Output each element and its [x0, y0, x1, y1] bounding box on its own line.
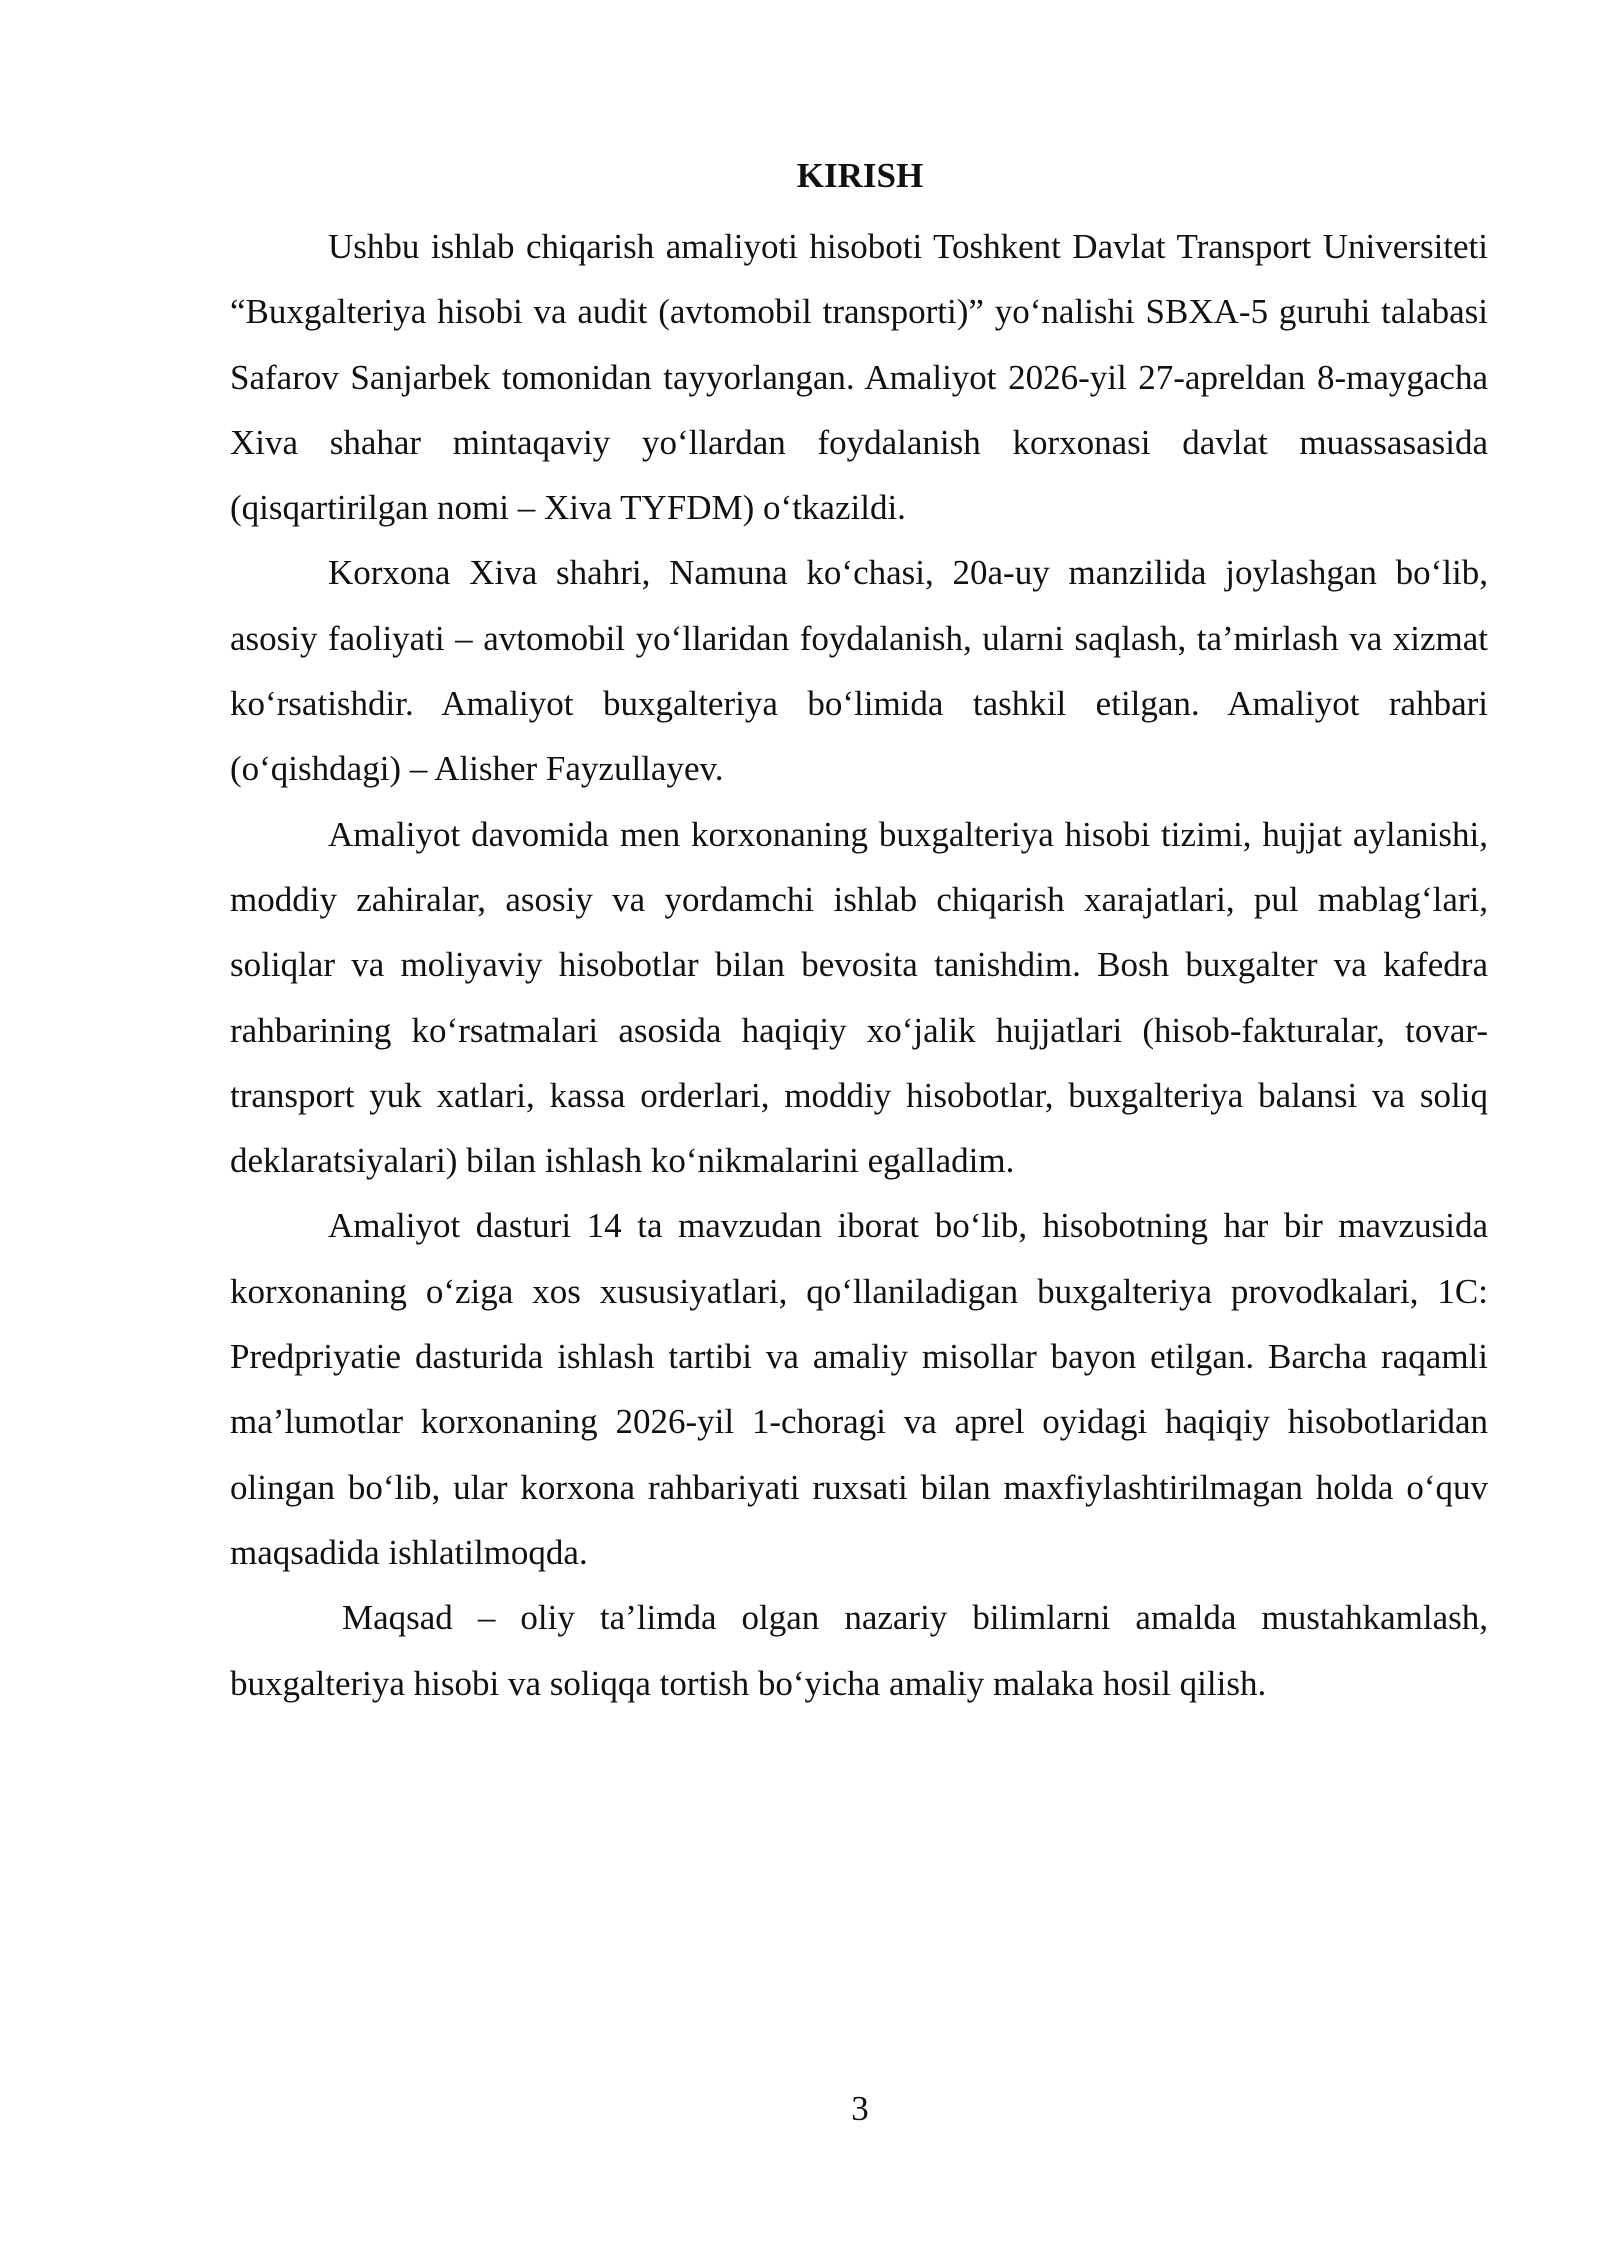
paragraph-intro: Ushbu ishlab chiqarish amaliyoti hisoboti Toshkent Davlat Transport Universiteti “Buxgalteriya hisobi va audit (avtomobil transporti)” yo‘nalishi SBXA-5 guruhi talabasi Safarov Sanjarbek tomonidan tayyorlangan. Amaliyot 2026-yil 27-apreldan 8-maygacha Xiva shahar mintaqaviy yo‘llardan foydalanish korxonasi davlat muassasasida (qisqartirilgan nomi – Xiva TYFDM) o‘tkazildi. [230, 227, 1488, 528]
paragraph-company: Korxona Xiva shahri, Namuna ko‘chasi, 20a-uy manzilida joylashgan bo‘lib, asosiy faoliyati – avtomobil yo‘llaridan foydalanish, ularni saqlash, ta’mirlash va xizmat ko‘rsatishdir. Amaliyot buxgalteriya bo‘limida tashkil etilgan. Amaliyot rahbari (o‘qishdagi) – Alisher Fayzullayev. [230, 553, 1488, 789]
page-number: 3 [851, 2089, 869, 2128]
page-content [230, 150, 1488, 1716]
section-heading: KIRISH [796, 156, 924, 195]
paragraph-activities: Amaliyot davomida men korxonaning buxgalteriya hisobi tizimi, hujjat aylanishi, moddiy zahiralar, asosiy va yordamchi ishlab chiqarish xarajatlari, pul mablag‘lari, soliqlar va moliyaviy hisobotlar bilan bevosita tanishdim. Bosh buxgalter va kafedra rahbarining ko‘rsatmalari asosida haqiqiy xo‘jalik hujjatlari (hisob-fakturalar, tovar-transport yuk xatlari, kassa orderlari, moddiy hisobotlar, buxgalteriya balansi va soliq deklaratsiyalari) bilan ishlash ko‘nikmalarini egalladim. [230, 814, 1488, 1181]
paragraph-goal: Maqsad – oliy ta’limda olgan nazariy bilimlarni amalda mustahkamlash, buxgalteriya hisobi va soliqqa tortish bo‘yicha amaliy malaka hosil qilish. [230, 1598, 1488, 1703]
paragraph-program: Amaliyot dasturi 14 ta mavzudan iborat bo‘lib, hisobotning har bir mavzusida korxonaning o‘ziga xos xususiyatlari, qo‘llaniladigan buxgalteriya provodkalari, 1C: Predpriyatie dasturida ishlash tartibi va amaliy misollar bayon etilgan. Barcha raqamli ma’lumotlar korxonaning 2026-yil 1-choragi va aprel oyidagi haqiqiy hisobotlaridan olingan bo‘lib, ular korxona rahbariyati ruxsati bilan maxfiylashtirilmagan holda o‘quv maqsadida ishlatilmoqda. [230, 1206, 1488, 1572]
